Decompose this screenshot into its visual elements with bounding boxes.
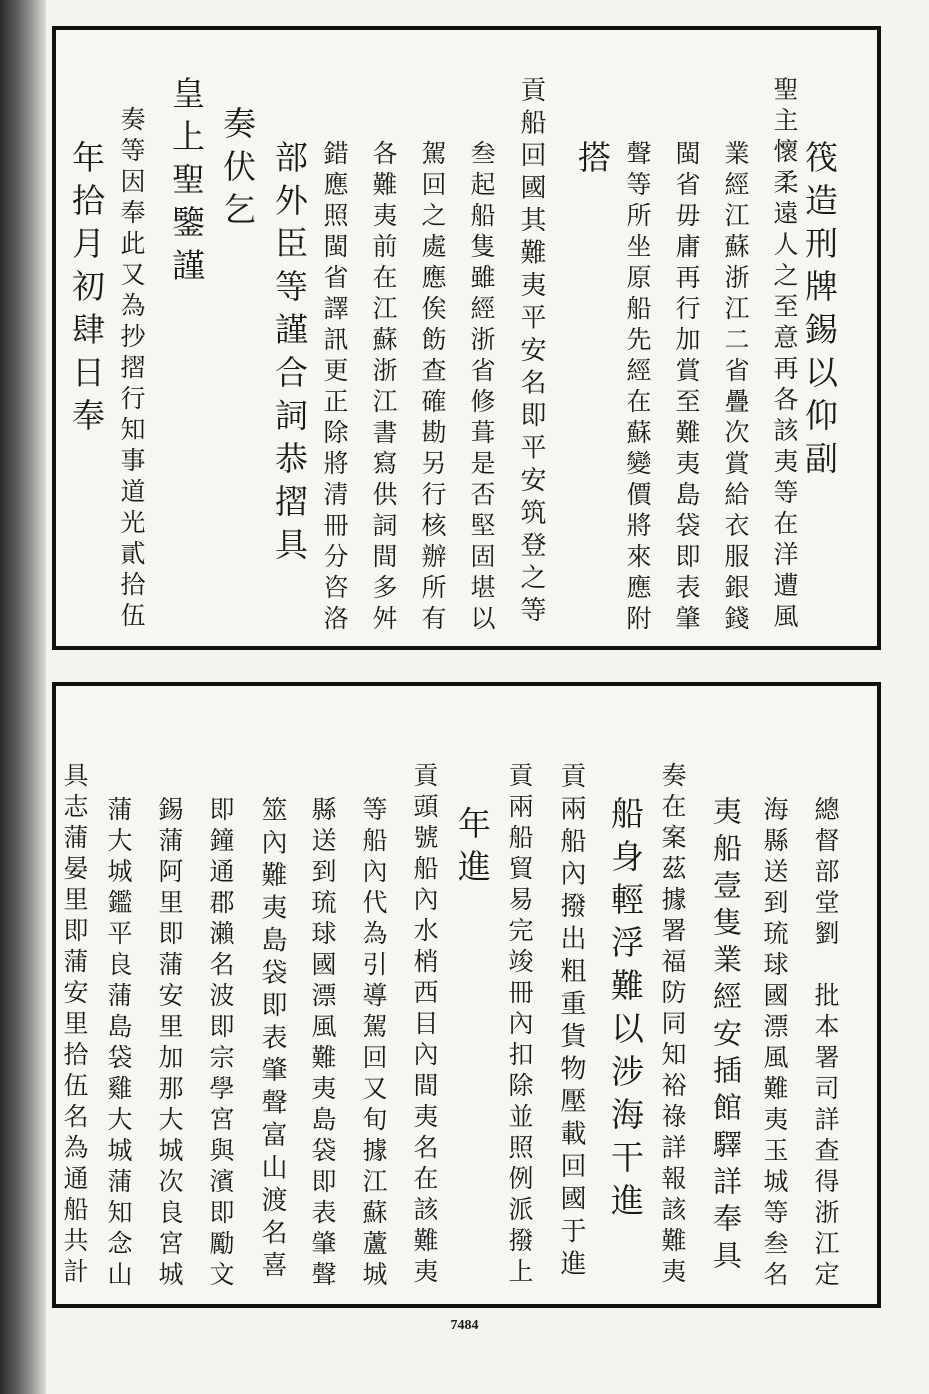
text-column: 錫蒲阿里即蒲安里加那大城次良宮城 bbox=[155, 796, 184, 1292]
text-column: 等船內代為引導駕回又旬據江蘇蘆城 bbox=[359, 796, 388, 1292]
text-column: 叁起船隻雖經浙省修葺是否堅固堪以 bbox=[467, 140, 496, 636]
text-column: 奏在案茲據署福防同知裕祿詳報該難夷 bbox=[658, 762, 687, 1289]
text-column: 縣送到琉球國漂風難夷島袋即表肇聲 bbox=[308, 796, 337, 1292]
text-column: 奏伏乞 bbox=[218, 106, 257, 235]
book-binding-shadow bbox=[0, 0, 46, 1394]
text-column: 貢兩船貿易完竣冊內扣除並照例派撥上 bbox=[505, 762, 534, 1289]
page-number: 7484 bbox=[450, 1318, 479, 1333]
text-column: 聲等所坐原船先經在蘇變價將來應附 bbox=[623, 140, 652, 636]
text-column: 業經江蘇浙江二省疊次賞給衣服銀錢 bbox=[721, 140, 750, 636]
text-column: 年拾月初肆日奉 bbox=[67, 140, 106, 441]
text-column: 年進 bbox=[453, 806, 492, 892]
text-column: 船身輕浮難以涉海干進 bbox=[606, 796, 645, 1226]
text-column: 錯應照閩省譯訊更正除將清冊分咨洛 bbox=[320, 140, 349, 636]
text-column: 筏造刑牌錫以仰副 bbox=[800, 140, 839, 484]
text-column: 筮內難夷島袋即表肇聲富山渡名喜 bbox=[257, 796, 287, 1284]
text-column: 具志蒲晏里即蒲安里拾伍名為通船共計 bbox=[60, 762, 89, 1289]
text-column: 蒲大城鑑平良蒲島袋雞大城蒲知念山 bbox=[104, 796, 133, 1292]
text-column: 部外臣等謹合詞恭摺具 bbox=[270, 140, 309, 570]
text-column: 即鐘通郡瀨名波即宗學宮與濱即勵文 bbox=[206, 796, 235, 1292]
text-column: 貢頭號船內水梢西目內間夷名在該難夷 bbox=[410, 762, 439, 1289]
text-column: 各難夷前在江蘇浙江書寫供詞間多舛 bbox=[369, 140, 398, 636]
text-column: 閩省毋庸再行加賞至難夷島袋即表肇 bbox=[672, 140, 701, 636]
text-column: 貢船回國其難夷平安名即平安筑登之等 bbox=[516, 76, 546, 629]
text-column: 搭 bbox=[573, 140, 612, 183]
text-column: 海縣送到琉球國漂風難夷玉城等叁名 bbox=[760, 796, 789, 1292]
bottom-page-panel bbox=[52, 682, 881, 1308]
top-page-panel bbox=[52, 26, 881, 650]
text-column: 聖主懷柔遠人之至意再各該夷等在洋遭風 bbox=[770, 76, 799, 634]
text-column: 奏等因奉此又為抄摺行知事道光貳拾伍 bbox=[117, 106, 146, 633]
text-column: 駕回之處應俟飭查確勘另行核辦所有 bbox=[418, 140, 447, 636]
text-column: 皇上聖鑒謹 bbox=[167, 76, 206, 291]
text-column: 總督部堂劉 批本署司詳查得浙江定 bbox=[811, 796, 840, 1292]
text-column: 貢兩船內撥出粗重貨物壓載回國于進 bbox=[556, 762, 586, 1282]
text-column: 夷船壹隻業經安插館驛詳奉具 bbox=[709, 796, 743, 1277]
